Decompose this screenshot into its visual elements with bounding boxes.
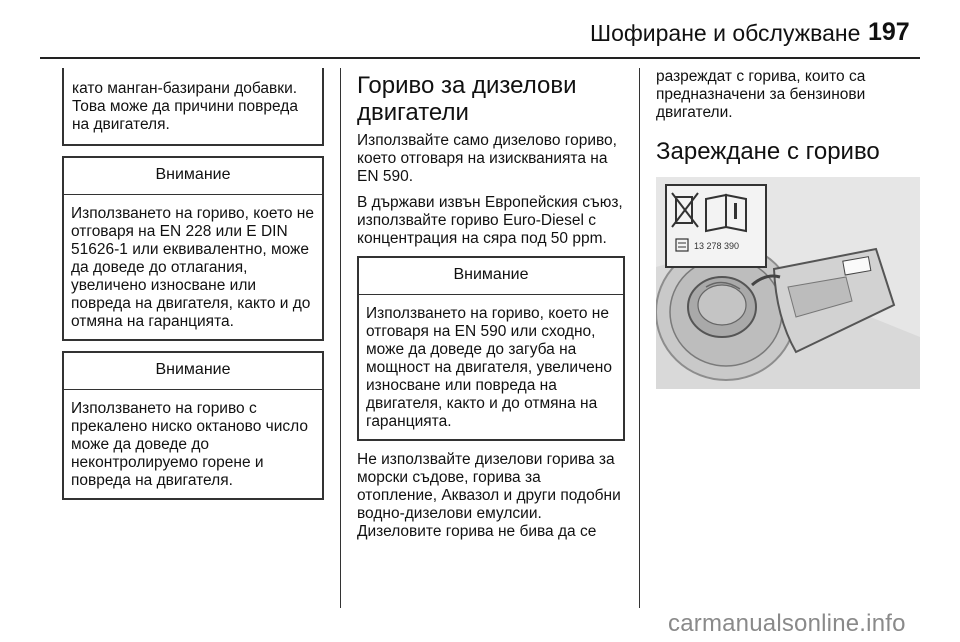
column-divider-2: [639, 68, 640, 608]
warning-title: Внимание: [64, 158, 322, 195]
paragraph: В държави извън Европейския съюз, използвайте гориво Euro-Diesel с концентрация на сяра под 50 ppm.: [357, 194, 623, 247]
page-number: 197: [868, 18, 910, 46]
warning-text: Използването на гориво, което не отговаря на EN 590 или сходно, може да доведе до загуба на мощност на двигателя, увеличено износване или повреда на двигателя, както и до отмяна на гаранцията.: [366, 305, 612, 430]
warning-text: Използването на гориво с прекалено ниско октаново число може да доведе до неконтролируемо горене и повреда на двигателя.: [71, 400, 308, 489]
section-title-diesel: Гориво за дизелови двигатели: [357, 72, 577, 126]
column-2: [357, 68, 625, 549]
watermark: carmanualsonline.info: [668, 610, 906, 637]
paragraph: Използвайте само дизелово гориво, което отговаря на изискванията на EN 590.: [357, 132, 617, 185]
fuel-filler-illustration: [656, 177, 920, 389]
label-code: 13 278 390: [694, 241, 740, 251]
column-divider-1: [340, 68, 341, 608]
paragraph: разреждат с горива, които са предназначени за бензинови двигатели.: [656, 68, 866, 121]
continued-warning-text: като манган-базирани добавки. Това може да причини повреда на двигателя.: [72, 80, 298, 133]
warning-box-fuel-standard: [62, 156, 324, 341]
continued-warning-box: [62, 68, 324, 146]
column-3: [656, 68, 921, 389]
running-header-title: Шофиране и обслужване: [590, 20, 861, 46]
fuel-filler-drawing: [656, 177, 920, 389]
warning-title: Внимание: [359, 258, 623, 295]
warning-box-octane: [62, 351, 324, 500]
warning-title: Внимание: [64, 353, 322, 390]
warning-text: Използването на гориво, което не отговаря на EN 228 или E DIN 51626-1 или еквивалентно, може да доведе до отлагания, увеличено износване или повреда на двигателя, както и до отмяна на гаранцията.: [71, 205, 314, 330]
header-rule: [40, 57, 920, 59]
section-title-refuelling: Зареждане с гориво: [656, 138, 880, 165]
column-1: [62, 68, 324, 500]
paragraph: Не използвайте дизелови горива за морски съдове, горива за отопление, Аквазол и други подобни водно-дизелови емулсии. Дизеловите горива не бива да се: [357, 451, 621, 540]
warning-box-diesel: [357, 256, 625, 441]
